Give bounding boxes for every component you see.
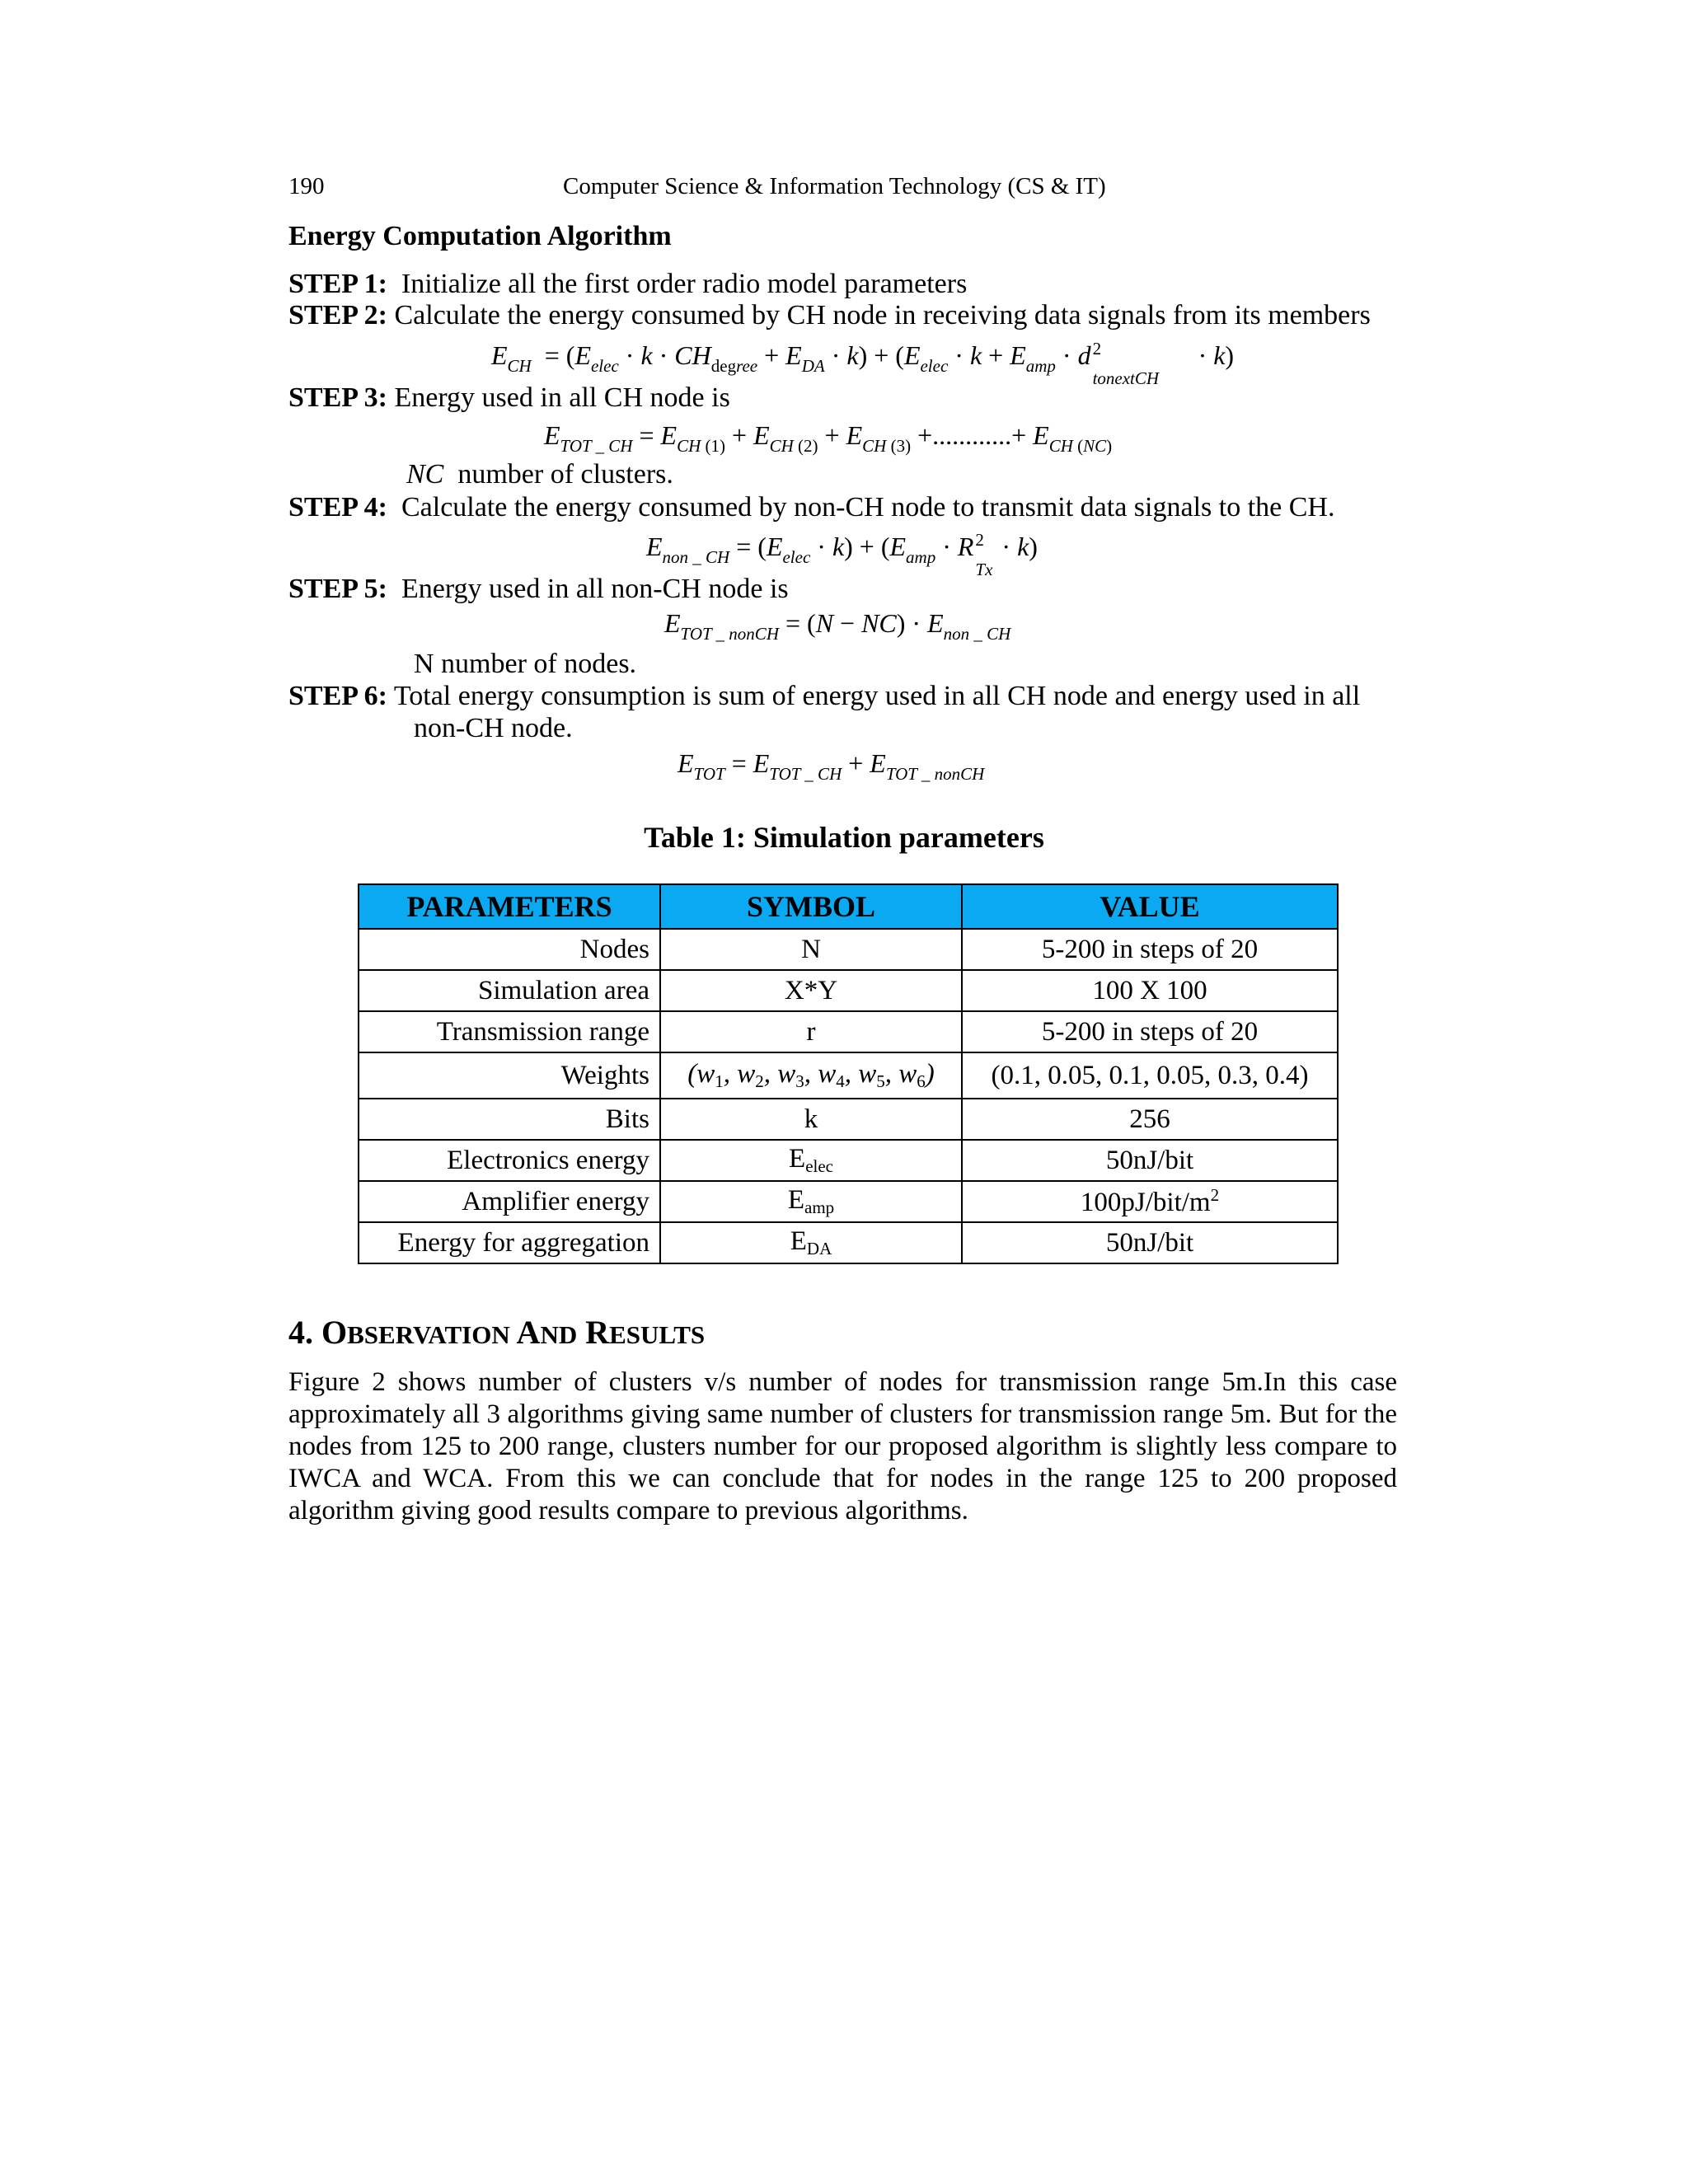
table-row — [359, 1181, 1338, 1222]
step-text: Calculate the energy consumed by non-CH node to transmit data signals to the CH. — [401, 492, 1335, 523]
parameter-cell: Bits — [359, 1099, 660, 1140]
table-header-row — [359, 884, 1338, 929]
nc-text: number of clusters. — [457, 459, 673, 490]
parameter-cell: Amplifier energy — [359, 1181, 660, 1222]
symbol-cell: $E_{elec}$ — [660, 1140, 962, 1181]
symbol-cell: X*Y — [660, 970, 962, 1011]
value-cell: $100pJ/bit/m^2$ — [962, 1181, 1338, 1222]
parameter-cell: Transmission range — [359, 1011, 660, 1052]
equation-etot-nonch: $E_{TOT \_ nonCH} = (N - NC) \cdot E_{non \_ CH}$ — [664, 608, 1011, 644]
equation-etot-ch: $E_{TOT \_ CH} = E_{CH (1)} + E_{CH (2)} + E_{CH (3)}$ +............+ $E_{CH (NC)}$ — [544, 420, 1113, 456]
symbol-cell: N — [660, 929, 962, 970]
value-cell: 50nJ/bit — [962, 1140, 1338, 1181]
step-4 — [288, 492, 1334, 523]
equation-ech: $E_{CH} = (E_{elec} \cdot k \cdot CH_{degree} + E_{DA} \cdot k) + (E_{elec} \cdot k + E_{amp} \cdot d$ 2 tonextCH · k) — [491, 339, 1235, 388]
table-row — [359, 1140, 1338, 1181]
parameter-cell: Simulation area — [359, 970, 660, 1011]
step-text: Total energy consumption is sum of energy used in all CH node and energy used in all — [393, 681, 1361, 711]
step-text: Energy used in all CH node is — [394, 382, 730, 413]
symbol-cell: $E_{DA}$ — [660, 1222, 962, 1263]
step-text: Calculate the energy consumed by CH node in receiving data signals from its members — [394, 300, 1371, 330]
step-6 — [288, 681, 1397, 712]
value-cell: 100 X 100 — [962, 970, 1338, 1011]
parameter-cell: Nodes — [359, 929, 660, 970]
value-cell: 256 — [962, 1099, 1338, 1140]
symbol-cell: k — [660, 1099, 962, 1140]
parameter-cell: Energy for aggregation — [359, 1222, 660, 1263]
column-header: PARAMETERS — [359, 884, 660, 929]
symbol-cell: $E_{amp}$ — [660, 1181, 962, 1222]
column-header: VALUE — [962, 884, 1338, 929]
value-cell: (0.1, 0.05, 0.1, 0.05, 0.3, 0.4) — [962, 1052, 1338, 1099]
step-1 — [288, 269, 967, 300]
algorithm-heading: Energy Computation Algorithm — [288, 221, 672, 251]
nc-note — [406, 459, 673, 490]
step-6-continuation: non-CH node. — [414, 713, 573, 743]
page-number: 190 — [288, 173, 325, 199]
section-heading — [288, 1313, 705, 1352]
table-row — [359, 1222, 1338, 1263]
table-row — [359, 970, 1338, 1011]
step-label: STEP 4: — [288, 492, 387, 523]
symbol-cell: ($w_1$, $w_2$, $w_3$, $w_4$, $w_5$, $w_6$) — [660, 1052, 962, 1099]
step-label: STEP 3: — [288, 382, 387, 413]
section-title: OBSERVATION AND RESULTS — [321, 1314, 706, 1351]
step-5 — [288, 574, 789, 605]
parameter-cell: Weights — [359, 1052, 660, 1099]
equation-etot: $E_{TOT} = E_{TOT \_ CH} + E_{TOT \_ nonCH}$ — [678, 748, 985, 784]
table-row — [359, 929, 1338, 970]
step-label: STEP 1: — [288, 269, 387, 299]
journal-title: Computer Science & Information Technology (CS & IT) — [563, 173, 1106, 199]
step-label: STEP 6: — [288, 681, 387, 711]
nc-symbol: NC — [406, 459, 444, 490]
step-3 — [288, 382, 730, 414]
value-cell: 5-200 in steps of 20 — [962, 929, 1338, 970]
table-row — [359, 1099, 1338, 1140]
value-cell: 50nJ/bit — [962, 1222, 1338, 1263]
table-row — [359, 1011, 1338, 1052]
symbol-cell: r — [660, 1011, 962, 1052]
n-note: N number of nodes. — [414, 649, 637, 679]
step-text: Initialize all the first order radio model parameters — [401, 269, 968, 299]
step-label: STEP 2: — [288, 300, 387, 330]
equation-enon-ch: $E_{non \_ CH} = (E_{elec} \cdot k) + (E_{amp} \cdot R$ 2 Tx · k) — [646, 530, 1038, 579]
step-label: STEP 5: — [288, 574, 387, 604]
table-row — [359, 1052, 1338, 1099]
value-cell: 5-200 in steps of 20 — [962, 1011, 1338, 1052]
step-2 — [288, 300, 1371, 331]
step-text: Energy used in all non-CH node is — [401, 574, 789, 604]
table-caption: Table 1: Simulation parameters — [644, 821, 1044, 854]
results-paragraph: Figure 2 shows number of clusters v/s number of nodes for transmission range 5m.In this case approximately all 3 algorithms giving same number of clusters for transmission range 5m. But for the nodes from 125 to 200 range, clusters number for our proposed algorithm is slightly less compare to IWCA and WCA. From this we can conclude that for nodes in the range 125 to 200 proposed algorithm giving good results compare to previous algorithms. — [288, 1367, 1397, 1526]
section-number: 4. — [288, 1314, 313, 1351]
column-header: SYMBOL — [660, 884, 962, 929]
simulation-parameters-table — [358, 883, 1339, 1264]
parameter-cell: Electronics energy — [359, 1140, 660, 1181]
